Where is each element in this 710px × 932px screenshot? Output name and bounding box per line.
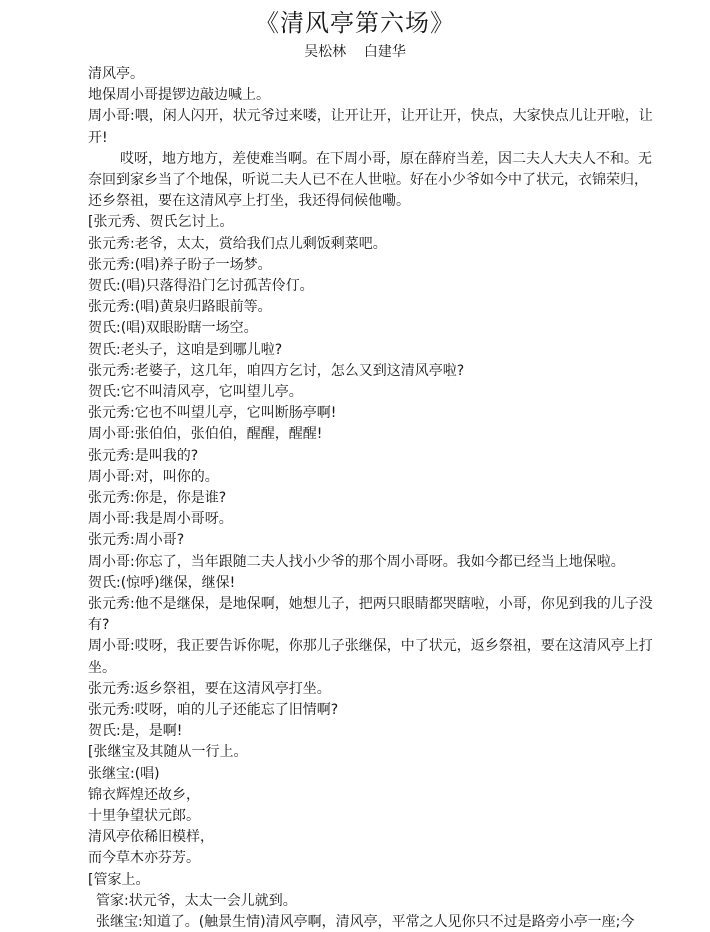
script-line: 张元秀:它也不叫望儿亭，它叫断肠亭啊! bbox=[88, 405, 337, 422]
script-line: 奈回到家乡当了个地保，听说二夫人已不在人世啦。好在小少爷如今中了状元，衣锦荣归， bbox=[88, 172, 648, 188]
script-line: 周小哥:哎呀，我正要告诉你呢，你那儿子张继保，中了状元，返乡祭祖，要在这清风亭上打 bbox=[88, 638, 653, 655]
script-line: 张元秀:你是，你是谁? bbox=[88, 490, 227, 506]
script-line: 张元秀:老婆子，这几年，咱四方乞讨，怎么又到这清风亭啦? bbox=[88, 362, 465, 379]
script-line: [张元秀、贺氏乞讨上。 bbox=[88, 214, 234, 231]
document-title: 《清风亭第六场》 bbox=[255, 9, 455, 37]
script-line: 锦衣辉煌还故乡， bbox=[88, 786, 200, 803]
script-line: 清风亭。 bbox=[88, 66, 144, 82]
document-authors: 吴松林 白建华 bbox=[304, 44, 406, 60]
script-line: 张元秀:返乡祭祖，要在这清风亭打坐。 bbox=[88, 680, 331, 697]
script-line: 张元秀:(唱)黄泉归路眼前等。 bbox=[88, 299, 272, 316]
script-line: 张元秀:他不是继保，是地保啊，她想儿子，把两只眼睛都哭瞎啦，小哥，你见到我的儿子没 bbox=[88, 596, 653, 612]
script-line: 而今草木亦芬芳。 bbox=[88, 850, 200, 867]
script-line: 开! bbox=[88, 129, 108, 146]
script-line: [张继宝及其随从一行上。 bbox=[88, 744, 248, 761]
script-line: 张继宝:知道了。(触景生情)清风亭啊，清风亭，平常之人见你只不过是路旁小亭一座;今 bbox=[96, 914, 635, 930]
script-line: 周小哥:喂，闲人闪开，状元爷过来喽，让开让开，让开让开，快点，大家快点儿让开啦，让 bbox=[88, 108, 653, 125]
script-line: [管家上。 bbox=[88, 871, 150, 888]
script-line: 周小哥:对，叫你的。 bbox=[88, 468, 219, 485]
script-line: 周小哥:张伯伯，张伯伯，醒醒，醒醒! bbox=[88, 426, 323, 443]
script-line: 地保周小哥提锣边敲边喊上。 bbox=[88, 87, 270, 104]
script-line: 贺氏:是，是啊! bbox=[88, 723, 183, 740]
script-line: 清风亭依稀旧模样， bbox=[88, 829, 214, 846]
script-line: 贺氏:老头子，这咱是到哪儿啦? bbox=[88, 341, 283, 358]
script-line: 哎呀，地方地方，差使难当啊。在下周小哥，原在薛府当差，因二夫人大夫人不和。无 bbox=[120, 150, 652, 167]
script-line: 张元秀:(唱)养子盼子一场梦。 bbox=[88, 256, 272, 273]
script-line: 周小哥:我是周小哥呀。 bbox=[88, 511, 233, 528]
script-line: 管家:状元爷，太太一会儿就到。 bbox=[96, 892, 297, 909]
script-line: 张元秀:周小哥? bbox=[88, 532, 185, 549]
script-line: 张继宝:(唱) bbox=[88, 765, 160, 782]
script-line: 周小哥:你忘了，当年跟随二夫人找小少爷的那个周小哥呀。我如今都已经当上地保啦。 bbox=[88, 553, 625, 570]
script-line: 贺氏:它不叫清风亭，它叫望儿亭。 bbox=[88, 384, 303, 400]
script-line: 有? bbox=[88, 617, 110, 634]
script-line: 张元秀:哎呀，咱的儿子还能忘了旧情啊? bbox=[88, 702, 339, 718]
script-line: 十里争望状元郎。 bbox=[88, 808, 200, 824]
script-line: 贺氏:(惊呼)继保，继保! bbox=[88, 574, 236, 591]
script-line: 还乡祭祖，要在这清风亭上打坐，我还得伺候他嘞。 bbox=[88, 193, 410, 210]
script-line: 贺氏:(唱)双眼盼瞎一场空。 bbox=[88, 320, 258, 337]
script-line: 张元秀:是叫我的? bbox=[88, 447, 199, 464]
script-line: 贺氏:(唱)只落得沿门乞讨孤苦伶仃。 bbox=[88, 278, 314, 294]
script-line: 张元秀:老爷，太太，赏给我们点儿剩饭剩菜吧。 bbox=[88, 235, 387, 252]
script-line: 坐。 bbox=[88, 659, 116, 676]
